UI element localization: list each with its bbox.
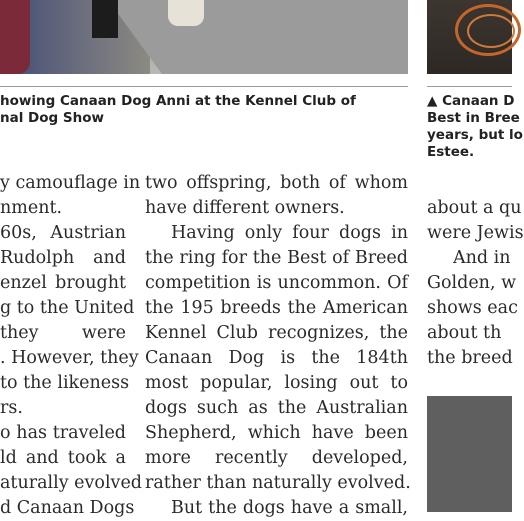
canaan-dog-photo: [427, 0, 512, 74]
text-line: they were: [0, 323, 126, 343]
text-line: rather than naturally evolved.: [145, 473, 411, 493]
text-line: y camouflage in: [0, 173, 141, 193]
article-column-1: [0, 171, 142, 521]
text-line: Canaan Dog is the 184th: [145, 348, 408, 368]
caption-line: howing Canaan Dog Anni at the Kennel Club of: [0, 93, 356, 109]
photo-person: [0, 0, 30, 74]
text-line: to the likeness: [0, 373, 130, 393]
text-line: But the dogs have a small,: [171, 498, 408, 518]
text-line: competition is uncommon. Of: [145, 273, 408, 293]
text-line: And in: [453, 248, 511, 268]
text-line: d Canaan Dogs: [0, 498, 135, 518]
text-line: 60s, Austrian: [0, 223, 126, 243]
photo-handler-legs: [92, 0, 118, 38]
text-line: shows eac: [427, 298, 518, 318]
text-line: the breed: [427, 348, 513, 368]
text-line: nment.: [0, 198, 63, 218]
article-column-2: [145, 171, 411, 521]
caption-rule-right: [427, 86, 512, 87]
text-line: about a qu: [427, 198, 522, 218]
photo-dog: [168, 0, 204, 26]
text-line: about th: [427, 323, 502, 343]
text-line: have different owners.: [145, 198, 345, 218]
photo-caption-left: [0, 93, 356, 127]
text-line: the 195 breeds the American: [145, 298, 408, 318]
text-line: were Jewis: [427, 223, 524, 243]
dog-show-photo: [0, 0, 408, 74]
caption-line: nal Dog Show: [0, 110, 104, 126]
photo-show-ring-mat: [108, 0, 408, 74]
caption-line: Estee.: [427, 144, 475, 160]
article-column-3: [427, 196, 524, 371]
text-line: o has traveled: [0, 423, 126, 443]
text-line: the ring for the Best of Breed: [145, 248, 408, 268]
caption-line: Best in Bree: [427, 110, 520, 126]
text-line: g to the United: [0, 298, 135, 318]
text-line: . However, they: [0, 348, 139, 368]
photo-caption-right: [427, 93, 523, 161]
text-line: ld and took a: [0, 448, 126, 468]
text-line: two offspring, both of whom: [145, 173, 408, 193]
text-line: Rudolph and: [0, 248, 126, 268]
photo-bottom-right: [427, 396, 512, 512]
text-line: Kennel Club recognizes, the: [145, 323, 408, 343]
text-line: Having only four dogs in: [171, 223, 408, 243]
photo-cable-inner: [467, 14, 515, 48]
text-line: Golden, w: [427, 273, 517, 293]
text-line: Shepherd, which have been: [145, 423, 408, 443]
text-line: more recently developed,: [145, 448, 408, 468]
text-line: aturally evolved: [0, 473, 142, 493]
caption-line: ▲ Canaan D: [427, 93, 515, 109]
text-line: most popular, losing out to: [145, 373, 408, 393]
caption-rule-left: [0, 86, 408, 87]
caption-line: years, but lo: [427, 127, 523, 143]
text-line: enzel brought: [0, 273, 126, 293]
text-line: dogs such as the Australian: [145, 398, 408, 418]
text-line: rs.: [0, 398, 23, 418]
